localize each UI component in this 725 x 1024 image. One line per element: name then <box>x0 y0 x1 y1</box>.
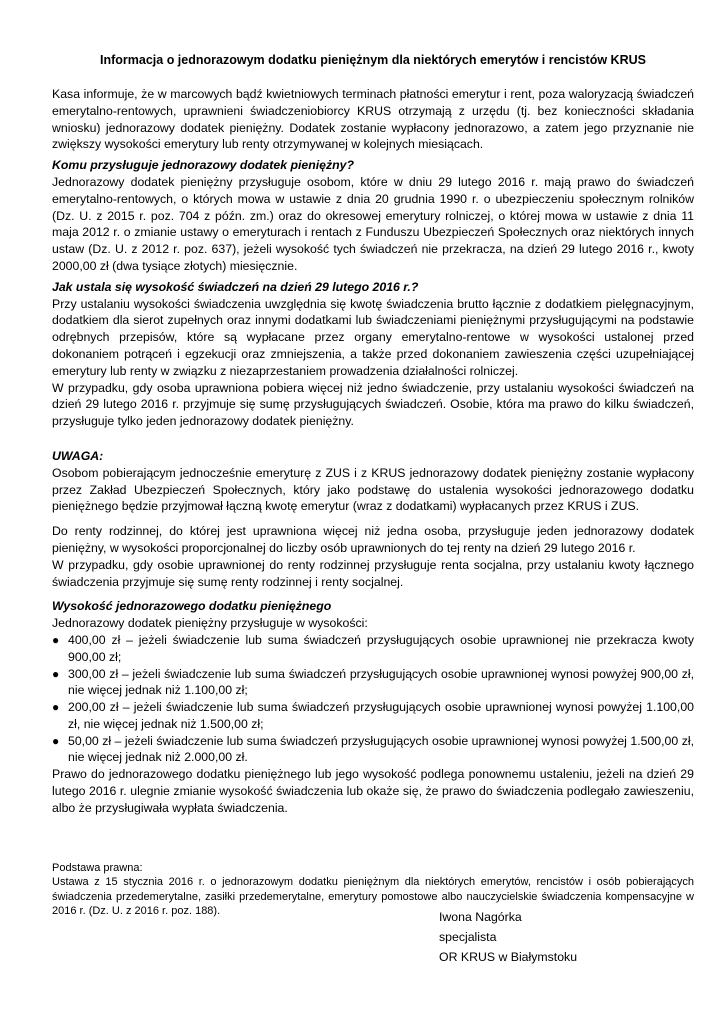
calculation-paragraph-1: Przy ustalaniu wysokości świadczenia uwzględnia się kwotę świadczenia brutto łącznie z dodatkiem pielęgnacyjnym, dodatkiem dla sierot zupełnych oraz innymi dodatkami lub świadczeniami pieniężnymi przysługującymi na podstawie odrębnych przepisów, które są wypłacane przez organy emerytalno-rentowe w wysokości ustalonej przed dokonaniem potrąceń i egzekucji oraz zmniejszenia, a także przed dokonaniem zawieszenia części uzupełniającej emerytury lub renty w związku z niezaprzestaniem prowadzenia działalności rolniczej. <box>52 296 694 378</box>
eligibility-paragraph: Jednorazowy dodatek pieniężny przysługuje osobom, które w dniu 29 lutego 2016 r. mają prawo do świadczeń emerytalno-rentowych, o których mowa w ustawie z dnia 20 grudnia 1990 r. o ubezpieczeniu społecznym rolników (Dz. U. z 2015 r. poz. 704 z późn. zm.) oraz do okresowej emerytury rolniczej, o której mowa w ustawie z dnia 11 maja 2012 r. o zmianie ustawy o emeryturach i rentach z Funduszu Ubezpieczeń Społecznych oraz niektórych innych ustaw (Dz. U. z 2012 r. poz. 637), jeżeli wysokość tych świadczeń nie przekracza, na dzień 29 lutego 2016 r., kwoty 2000,00 zł (dwa tysiące złotych) miesięcznie. <box>52 174 694 273</box>
list-item-text: 300,00 zł – jeżeli świadczenie lub suma świadczeń przysługujących osobie uprawnionej wynosi powyżej 900,00 zł, nie więcej jednak niż 1.100,00 zł; <box>68 666 694 698</box>
signature-position: specjalista <box>439 930 497 944</box>
list-item <box>52 733 694 767</box>
list-item-text: 400,00 zł – jeżeli świadczenie lub suma świadczeń przysługujących osobie uprawnionej nie przekracza kwoty 900,00 zł; <box>68 632 694 664</box>
bullet-icon: ● <box>52 632 60 647</box>
list-item-text: 200,00 zł – jeżeli świadczenie lub suma świadczeń przysługujących osobie uprawnionej wynosi powyżej 1.100,00 zł, nie więcej jednak niż 1.500,00 zł; <box>68 700 694 731</box>
document-page <box>52 52 694 919</box>
legal-basis <box>52 861 694 919</box>
document-title: Informacja o jednorazowym dodatku pieniężnym dla niektórych emerytów i rencistów KRUS <box>100 53 646 67</box>
signature-office: OR KRUS w Białymstoku <box>439 950 578 964</box>
list-item <box>52 666 694 700</box>
amount-intro: Jednorazowy dodatek pieniężny przysługuje w wysokości: <box>52 616 368 631</box>
intro-paragraph: Kasa informuje, że w marcowych bądź kwietniowych terminach płatności emerytur i rent, poza waloryzacją świadczeń emerytalno-rentowych, uprawnieni świadczeniobiorcy KRUS otrzymają z urzędu (tj. bez konieczności składania wniosku) jednorazowy dodatek pieniężny. Dodatek zostanie wypłacony jednorazowo, a zatem jego przyznanie nie zwiększy wysokości emerytury lub renty otrzymywanej w kolejnych miesiącach. <box>52 87 694 152</box>
uwaga-paragraph-1: Osobom pobierającym jednocześnie emeryturę z ZUS i z KRUS jednorazowy dodatek pieniężny zostanie wypłacony przez Zakład Ubezpieczeń Społecznych, który jako podstawę do ustalenia wysokości jednorazowego dodatku pieniężnego będzie przyjmował łączną kwotę emerytur (wraz z dodatkami) wypłacanych przez KRUS i ZUS. <box>52 465 694 514</box>
signature-block <box>439 907 577 967</box>
signature-name: Iwona Nagórka <box>439 910 522 924</box>
section-heading-amount: Wysokość jednorazowego dodatku pieniężnego <box>52 599 332 614</box>
list-item <box>52 632 694 666</box>
uwaga-paragraph-2: Do renty rodzinnej, do której jest uprawniona więcej niż jedna osoba, przysługuje jeden jednorazowy dodatek pieniężny, w wysokości proporcjonalnej do liczby osób uprawnionych do tej renty na dzień 29 lutego 2016 r. <box>52 524 694 555</box>
bullet-icon: ● <box>52 733 60 748</box>
legal-basis-text: Ustawa z 15 stycznia 2016 r. o jednorazowym dodatku pieniężnym dla niektórych emerytów, rencistów i osób pobierających świadczenia przedemerytalne, zasiłki przedemerytalne, emerytury pomostowe albo nauczycielskie świadczenia kompensacyjne w 2016 r. (Dz. U. z 2016 r. poz. 188). <box>52 876 694 918</box>
uwaga-heading: UWAGA: <box>52 448 104 463</box>
legal-basis-label: Podstawa prawna: <box>52 861 143 874</box>
amount-list <box>52 632 694 766</box>
bullet-icon: ● <box>52 666 60 681</box>
section-heading-calculation: Jak ustala się wysokość świadczeń na dzień 29 lutego 2016 r.? <box>52 279 419 294</box>
list-item <box>52 699 694 733</box>
section-heading-eligibility: Komu przysługuje jednorazowy dodatek pieniężny? <box>52 158 355 173</box>
bullet-icon: ● <box>52 700 60 715</box>
amount-outro: Prawo do jednorazowego dodatku pieniężnego lub jego wysokość podlega ponownemu ustaleniu, jeżeli na dzień 29 lutego 2016 r. ulegnie zmianie wysokość świadczenia lub okaże się, że prawo do świadczenia podlegało zawieszeniu, albo że przysługiwała wypłata świadczenia. <box>52 767 694 815</box>
uwaga-paragraph-3: W przypadku, gdy osobie uprawnionej do renty rodzinnej przysługuje renta socjalna, przy ustalaniu kwoty łącznego świadczenia przyjmuje się sumę renty rodzinnej i renty socjalnej. <box>52 557 694 589</box>
list-item-text: 50,00 zł – jeżeli świadczenie lub suma świadczeń przysługujących osobie uprawnionej wynosi powyżej 1.500,00 zł, nie więcej jednak niż 2.000,00 zł. <box>68 733 694 765</box>
calculation-paragraph-2: W przypadku, gdy osoba uprawniona pobiera więcej niż jedno świadczenie, przy ustalaniu wysokości świadczeń na dzień 29 lutego 2016 r. przyjmuje się sumę przysługujących świadczeń. Osobie, która ma prawo do kilku świadczeń, przysługuje tylko jeden jednorazowy dodatek pieniężny. <box>52 380 694 429</box>
